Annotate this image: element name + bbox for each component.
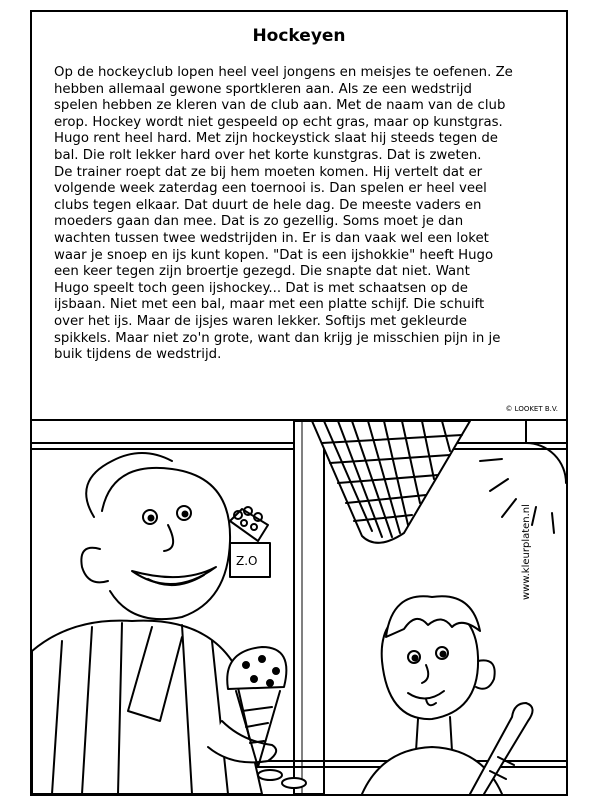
- story-line: ijsbaan. Niet met een bal, maar met een platte schijf. Die schuift: [54, 297, 485, 313]
- story-line: over het ijs. Maar de ijsjes waren lekker. Softijs met gekleurde: [54, 313, 467, 329]
- story-line: hebben allemaal gewone sportkleren aan. Als ze een wedstrijd: [54, 81, 472, 97]
- ice-cream-sign: [230, 507, 270, 577]
- vendor-man: [32, 453, 276, 794]
- story-line: clubs tegen elkaar. Dat duurt de hele dag. De meeste vaders en: [54, 197, 482, 213]
- copyright-notice: © LOOKET B.V.: [505, 405, 558, 413]
- net-basket: [312, 421, 470, 543]
- website-credit: www.kleurplaten.nl: [521, 504, 532, 600]
- story-line: een keer tegen zijn broertje gezegd. Die snapte dat niet. Want: [54, 264, 470, 280]
- story-line: spelen hebben ze kleren van de club aan. Met de naam van de club: [54, 98, 506, 114]
- story-line: waar je snoep en ijs kunt kopen. "Dat is een ijshokkie" heeft Hugo: [54, 247, 494, 263]
- page-title: Hockeyen: [252, 26, 346, 46]
- text-panel: [32, 12, 566, 421]
- story-line: De trainer roept dat ze bij hem moeten komen. Hij vertelt dat er: [54, 164, 483, 180]
- story-line: bal. Die rolt lekker hard over het korte kunstgras. Dat is zweten.: [54, 147, 482, 163]
- story-line: erop. Hockey wordt niet gespeeld op echt gras, maar op kunstgras.: [54, 114, 503, 130]
- boy-hockey-player: [362, 596, 533, 794]
- story-line: volgende week zaterdag een toernooi is. Dan spelen er heel veel: [54, 181, 487, 197]
- story-line: Hugo speelt toch geen ijshockey... Dat is met schaatsen op de: [54, 280, 468, 296]
- story-line: moeders gaan dan mee. Dat is zo gezellig. Soms moet je dan: [54, 214, 464, 230]
- sign-text: Z.O: [236, 554, 258, 568]
- story-line: spikkels. Maar niet zo'n grote, want dan krijg je misschien pijn in je: [54, 330, 501, 346]
- story-line: wachten tussen twee wedstrijden in. Er is dan vaak wel een loket: [54, 230, 489, 246]
- story-line: Hugo rent heel hard. Met zijn hockeystick slaat hij steeds tegen de: [54, 131, 498, 147]
- story-text: [54, 65, 546, 364]
- coloring-illustration: [32, 421, 566, 794]
- story-line: buik tijdens de wedstrijd.: [54, 347, 222, 363]
- story-line: Op de hockeyclub lopen heel veel jongens en meisjes te oefenen. Ze: [54, 65, 513, 80]
- worksheet-frame: [30, 10, 568, 796]
